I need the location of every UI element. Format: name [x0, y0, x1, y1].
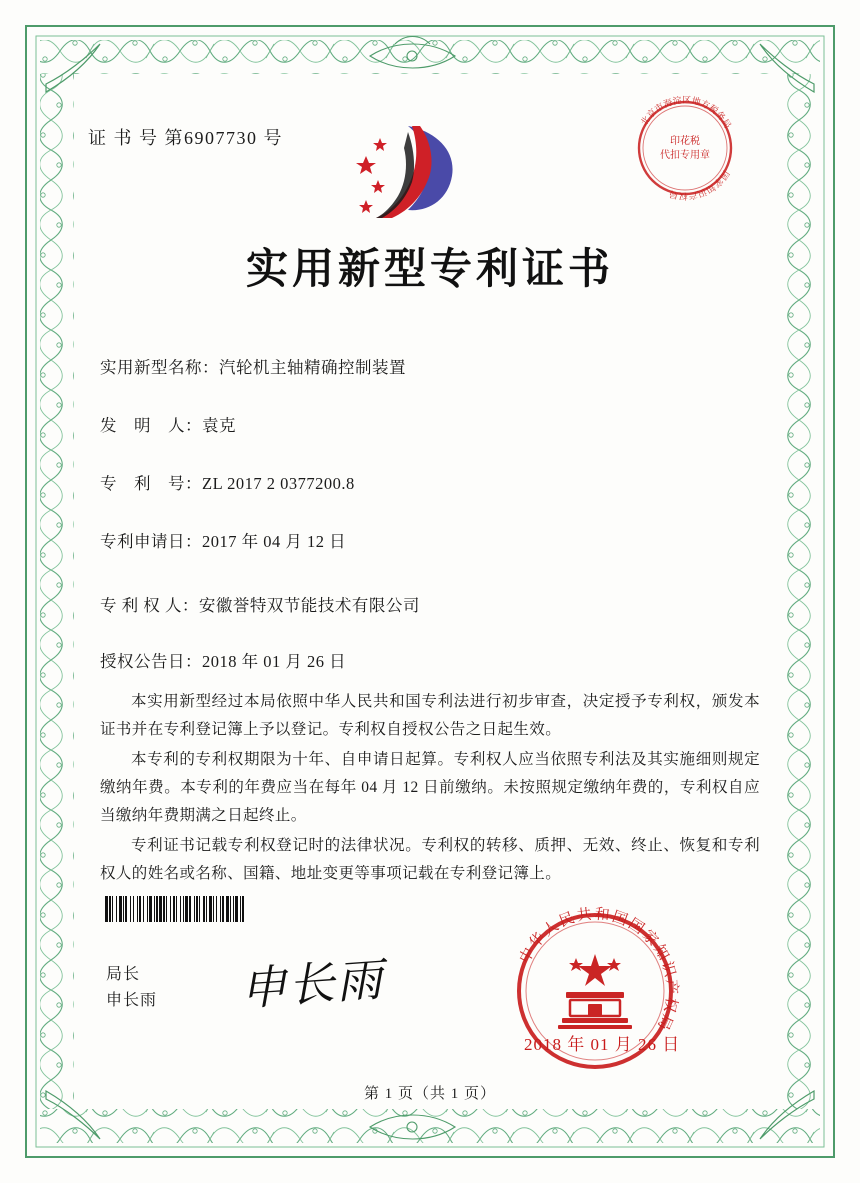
svg-text:代扣专用章: 代扣专用章 — [660, 150, 710, 161]
page-number-footer: 第 1 页（共 1 页） — [363, 1086, 496, 1102]
official-red-seal-icon — [500, 896, 690, 1086]
director-name: 申长雨 — [106, 992, 158, 1009]
page-title: 实用新型专利证书 — [245, 244, 614, 293]
legal-text-block — [100, 688, 760, 890]
barcode — [105, 896, 320, 922]
field-application-date — [100, 528, 346, 552]
field-inventor — [100, 412, 236, 436]
field-label: 实用新型名称： — [100, 358, 219, 377]
certificate-serial-number: 证 书 号 第6907730 号 — [88, 128, 283, 148]
field-utility-model-name — [100, 354, 406, 378]
svg-text:北京市海淀区地方税务局: 北京市海淀区地方税务局 — [639, 95, 733, 131]
field-label: 授权公告日： — [100, 652, 202, 671]
field-value: 袁克 — [202, 416, 236, 435]
field-value: 汽轮机主轴精确控制装置 — [219, 358, 406, 377]
field-label: 发 明 人： — [100, 416, 202, 435]
field-grant-announcement-date — [100, 648, 346, 672]
legal-paragraph: 本实用新型经过本局依照中华人民共和国专利法进行初步审查，决定授予专利权，颁发本证书并在专利登记簿上予以登记。专利权自授权公告之日起生效。 — [100, 693, 760, 738]
handwritten-signature: 申长雨 — [238, 952, 386, 1016]
field-patentee — [100, 592, 420, 616]
sipo-logo-icon — [352, 118, 472, 226]
field-label: 专 利 权 人： — [100, 596, 199, 615]
field-value: 2018 年 01 月 26 日 — [202, 652, 347, 671]
tax-stamp-seal-icon — [625, 88, 745, 208]
legal-paragraph: 本专利的专利权期限为十年、自申请日起算。专利权人应当依照专利法及其实施细则规定缴纳年费。本专利的年费应当在每年 04 月 12 日前缴纳。未按照规定缴纳年费的，专利权自应当缴纳年费期满之日起终止。 — [100, 751, 760, 824]
svg-text:印花税: 印花税 — [670, 136, 700, 147]
svg-text:国家知识产权局: 国家知识产权局 — [668, 168, 731, 201]
field-value: 安徽誉特双节能技术有限公司 — [198, 596, 420, 615]
legal-paragraph: 专利证书记载专利权登记时的法律状况。专利权的转移、质押、无效、终止、恢复和专利权人的姓名或名称、国籍、地址变更等事项记载在专利登记簿上。 — [100, 837, 760, 882]
svg-text:中华人民共和国国家知识产权局: 中华人民共和国国家知识产权局 — [515, 904, 682, 1035]
field-label: 专利申请日： — [100, 532, 202, 551]
field-patent-number — [100, 470, 355, 494]
field-label: 专 利 号： — [100, 474, 202, 493]
director-title-label: 局长 — [106, 966, 141, 983]
field-value: 2017 年 04 月 12 日 — [202, 532, 347, 551]
field-value: ZL 2017 2 0377200.8 — [202, 474, 355, 493]
signature-block — [106, 962, 157, 1014]
seal-date: 2018 年 01 月 26 日 — [524, 1035, 681, 1054]
